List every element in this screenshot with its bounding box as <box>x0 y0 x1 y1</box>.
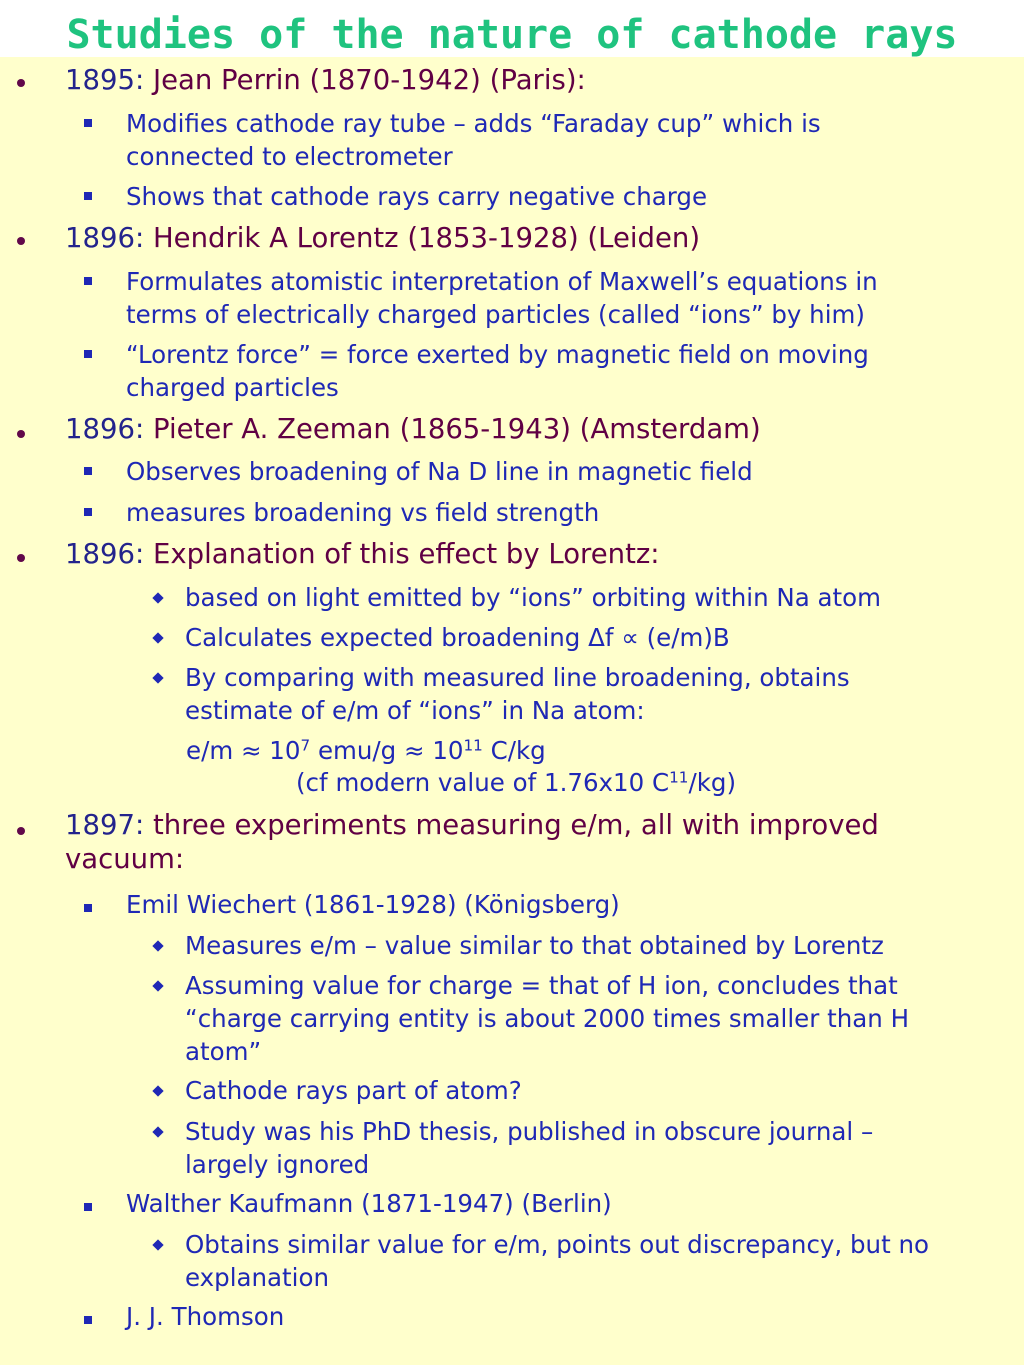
formula-em: $e/m \approx 10^7$ $emu/g \approx 10^{11}$ C/kg <box>186 736 546 765</box>
list-line: Shows that cathode rays carry negative charge <box>126 182 708 211</box>
bullet-dot <box>17 237 25 245</box>
list-line: largely ignored <box>185 1150 370 1179</box>
bullet-dot <box>17 554 25 562</box>
bullet-square <box>84 1316 92 1324</box>
bullet-square <box>84 467 92 475</box>
list-line: Walther Kaufmann (1871-1947) (Berlin) <box>126 1189 612 1218</box>
item-heading: Pieter A. Zeeman (1865-1943) (Amsterdam) <box>144 413 761 445</box>
list-line: Emil Wiechert (1861-1928) (Königsberg) <box>126 890 620 919</box>
list-line: Calculates expected broadening Δf ∝ (e/m)B <box>185 623 730 652</box>
list-line: charged particles <box>126 373 339 402</box>
bullet-square <box>84 904 92 912</box>
bullet-dot <box>17 430 25 438</box>
list-line: based on light emitted by “ions” orbiting within Na atom <box>185 583 882 612</box>
year: 1895: <box>65 64 145 96</box>
list-line: By comparing with measured line broadening, obtains <box>185 663 850 692</box>
year: 1897: <box>65 809 145 841</box>
list-line: Assuming value for charge = that of H ion, concludes that <box>185 971 898 1000</box>
list-line: Modifies cathode ray tube – adds “Faraday cup” which is <box>126 109 821 138</box>
list-line: Formulates atomistic interpretation of Maxwell’s equations in <box>126 267 878 296</box>
item-heading-cont: vacuum: <box>65 843 185 875</box>
list-line: terms of electrically charged particles (called “ions” by him) <box>126 300 865 329</box>
item-explanation <box>65 538 660 571</box>
list-line: Cathode rays part of atom? <box>185 1076 522 1105</box>
item-perrin <box>65 64 586 97</box>
item-zeeman <box>65 413 761 446</box>
bullet-square <box>84 192 92 200</box>
list-line: connected to electrometer <box>126 142 453 171</box>
year: 1896: <box>65 222 145 254</box>
list-line: Observes broadening of Na D line in magnetic field <box>126 457 753 486</box>
list-line: Obtains similar value for e/m, points out discrepancy, but no <box>185 1230 929 1259</box>
item-1897 <box>65 809 879 842</box>
bullet-square <box>84 350 92 358</box>
item-heading: Jean Perrin (1870-1942) (Paris): <box>144 64 586 96</box>
bullet-dot <box>17 79 25 87</box>
bullet-dot <box>17 827 25 835</box>
item-heading: three experiments measuring e/m, all with improved <box>144 809 879 841</box>
year: 1896: <box>65 538 145 570</box>
modern-value: (cf modern value of 1.76x10 $C^{11}/kg$) <box>296 768 737 797</box>
item-heading: Hendrik A Lorentz (1853-1928) (Leiden) <box>144 222 701 254</box>
list-line: measures broadening vs field strength <box>126 498 600 527</box>
slide-title: Studies of the nature of cathode rays <box>66 12 958 58</box>
item-lorentz <box>65 222 700 255</box>
list-line: Study was his PhD thesis, published in obscure journal – <box>185 1117 874 1146</box>
item-heading: Explanation of this effect by Lorentz: <box>144 538 660 570</box>
list-line: Measures e/m – value similar to that obtained by Lorentz <box>185 931 884 960</box>
list-line: estimate of e/m of “ions” in Na atom: <box>185 696 645 725</box>
list-line: J. J. Thomson <box>126 1302 285 1331</box>
list-line: explanation <box>185 1263 329 1292</box>
year: 1896: <box>65 413 145 445</box>
bullet-square <box>84 277 92 285</box>
list-line: “charge carrying entity is about 2000 times smaller than H <box>185 1004 909 1033</box>
bullet-square <box>84 508 92 516</box>
list-line: “Lorentz force” = force exerted by magnetic field on moving <box>126 340 869 369</box>
bullet-square <box>84 119 92 127</box>
bullet-square <box>84 1203 92 1211</box>
list-line: atom” <box>185 1037 262 1066</box>
